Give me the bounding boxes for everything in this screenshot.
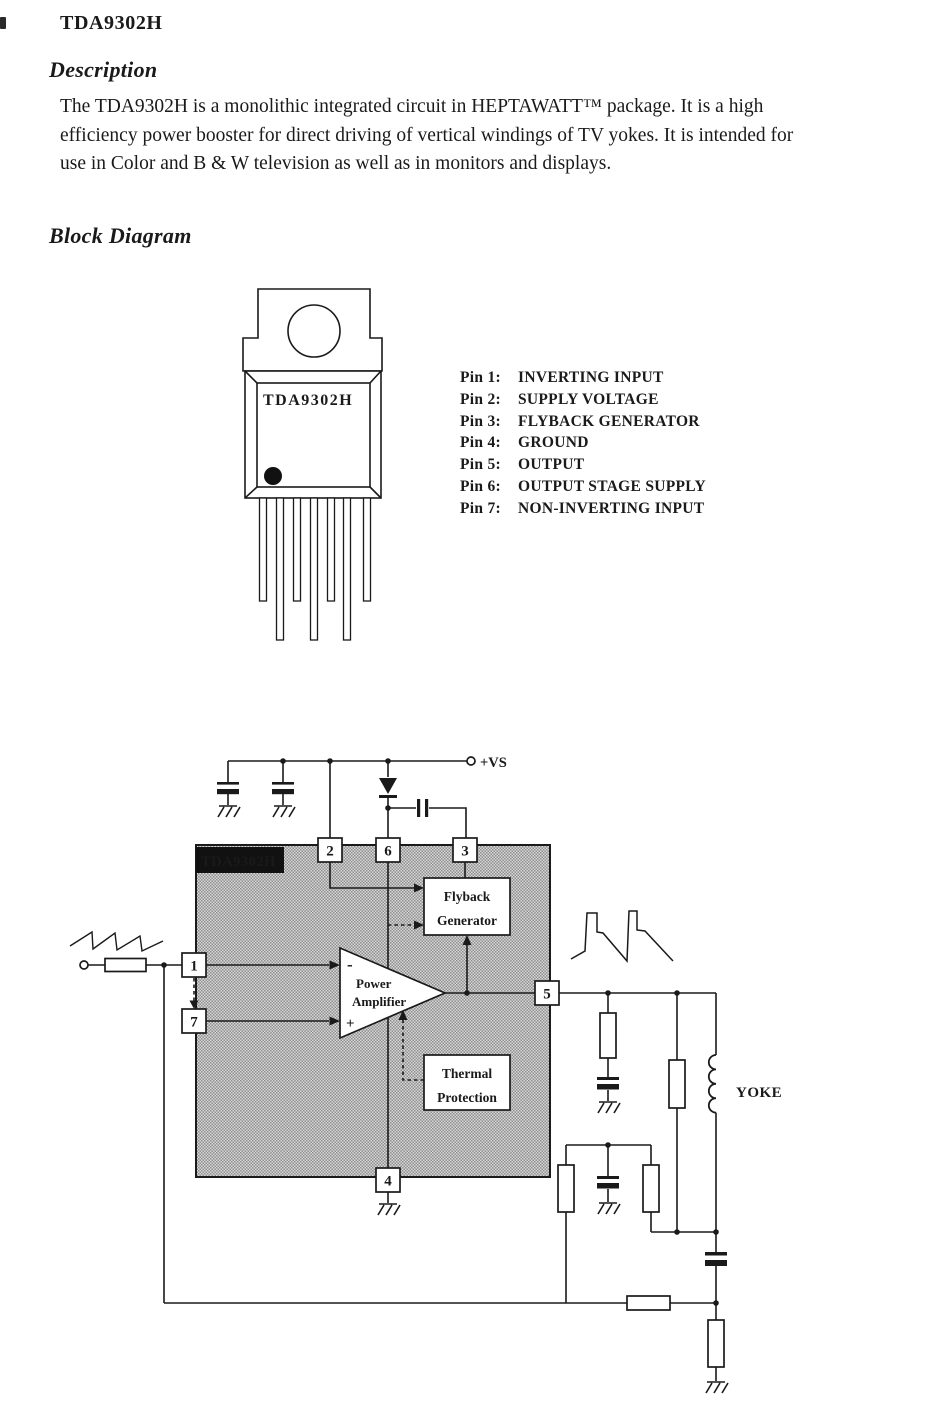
ground-symbol xyxy=(378,1204,400,1215)
sense-resistor xyxy=(708,1320,724,1367)
package-lead xyxy=(364,498,371,601)
pin-function: NON-INVERTING INPUT xyxy=(518,499,705,517)
pin-list-row xyxy=(460,389,706,411)
pin1-marker-dot xyxy=(264,467,282,485)
pin-number: Pin 4: xyxy=(460,434,501,452)
pin-box-number: 3 xyxy=(461,843,469,860)
flyback-label-line1: Flyback xyxy=(443,889,491,904)
package-lead xyxy=(328,498,335,601)
ground-symbol xyxy=(598,1102,620,1113)
description-paragraph xyxy=(60,93,900,179)
pin-box-6 xyxy=(376,838,400,862)
description-line: The TDA9302H is a monolithic integrated circuit in HEPTAWATT™ package. It is a high xyxy=(60,96,764,117)
page-edge-artifact xyxy=(0,17,6,29)
pin-box-5 xyxy=(535,981,559,1005)
supply-rail-wires xyxy=(228,761,467,838)
pin-list xyxy=(460,367,706,520)
pin-function: OUTPUT xyxy=(518,456,585,474)
pin-box-1 xyxy=(182,953,206,977)
input-terminal xyxy=(80,961,88,969)
ground-symbol xyxy=(598,1203,620,1214)
description-heading: Description xyxy=(49,57,158,82)
part-number-heading: TDA9302H xyxy=(60,12,163,34)
snubber-resistor xyxy=(600,1013,616,1058)
snubber-capacitor xyxy=(597,1077,619,1090)
package-lead xyxy=(344,498,351,640)
pin-list-row xyxy=(460,411,706,433)
decoupling-capacitor xyxy=(217,782,239,794)
description-line: efficiency power booster for direct driving of vertical windings of TV yokes. It is intended for xyxy=(60,124,794,146)
flyback-capacitor xyxy=(417,799,428,817)
mounting-hole xyxy=(288,305,340,357)
pin-box-number: 1 xyxy=(190,958,198,975)
pin-box-number: 6 xyxy=(384,843,392,860)
thermal-protection-block xyxy=(424,1055,510,1110)
ic-label: TDA9302H xyxy=(201,854,276,870)
pin-number: Pin 2: xyxy=(460,390,501,408)
supply-terminal xyxy=(467,757,475,765)
pin-list-row xyxy=(460,454,706,476)
input-wires xyxy=(88,965,182,1303)
description-line: use in Color and B & W television as well as in monitors and displays. xyxy=(60,153,612,175)
pin-number: Pin 5: xyxy=(460,456,501,474)
pin-box-number: 2 xyxy=(326,843,334,860)
package-lead xyxy=(260,498,267,601)
amp-label-line1: Power xyxy=(356,976,392,991)
flyback-generator-block xyxy=(424,878,510,935)
thermal-label-line2: Protection xyxy=(437,1090,497,1105)
pin-function: SUPPLY VOLTAGE xyxy=(518,390,659,408)
pin-number: Pin 3: xyxy=(460,412,501,430)
pin-list-row xyxy=(460,367,706,389)
pin-box-number: 4 xyxy=(384,1173,392,1190)
thermal-label-line1: Thermal xyxy=(441,1066,493,1081)
pin-function: FLYBACK GENERATOR xyxy=(518,412,700,430)
pin-box-3 xyxy=(453,838,477,862)
pin-number: Pin 6: xyxy=(460,477,501,495)
input-sawtooth-waveform xyxy=(70,932,163,951)
supply-label: +VS xyxy=(480,755,507,771)
ground-symbol xyxy=(218,806,240,817)
feedback-resistor xyxy=(627,1296,670,1310)
output-flyback-waveform xyxy=(571,911,673,961)
pin-number: Pin 7: xyxy=(460,499,501,517)
feedback-network-resistor xyxy=(558,1165,574,1212)
coupling-capacitor xyxy=(705,1252,727,1266)
circuit-diagram xyxy=(0,745,939,1414)
flyback-label-line2: Generator xyxy=(437,913,497,928)
supply-diode xyxy=(379,778,397,798)
damping-resistor xyxy=(669,1060,685,1108)
pin-function: GROUND xyxy=(518,434,589,452)
package-drawing xyxy=(236,285,388,647)
package-lead xyxy=(294,498,301,601)
pin-function: INVERTING INPUT xyxy=(518,369,664,386)
package-lead xyxy=(277,498,284,640)
pin-box-number: 5 xyxy=(543,986,551,1003)
pin-box-number: 7 xyxy=(190,1014,198,1031)
feedback-network-resistor xyxy=(643,1165,659,1212)
pin-list-row xyxy=(460,498,706,520)
pin-number: Pin 1: xyxy=(460,369,501,386)
pin-box-2 xyxy=(318,838,342,862)
feedback-network-capacitor xyxy=(597,1176,619,1189)
amp-label-line2: Amplifier xyxy=(352,994,407,1009)
pin-function: OUTPUT STAGE SUPPLY xyxy=(518,477,707,495)
amp-minus-sign: - xyxy=(347,955,353,974)
package-label: TDA9302H xyxy=(263,392,354,409)
amp-plus-sign: + xyxy=(346,1016,355,1032)
pin-list-row xyxy=(460,476,706,498)
yoke-label: YOKE xyxy=(736,1085,783,1101)
ground-symbol xyxy=(706,1382,728,1393)
pin-list-row xyxy=(460,432,706,454)
pin-box-4 xyxy=(376,1168,400,1192)
ground-symbol xyxy=(273,806,295,817)
block-diagram-heading: Block Diagram xyxy=(49,223,192,248)
decoupling-capacitor xyxy=(272,782,294,794)
pin-box-7 xyxy=(182,1009,206,1033)
package-lead xyxy=(311,498,318,640)
input-resistor xyxy=(105,959,146,972)
